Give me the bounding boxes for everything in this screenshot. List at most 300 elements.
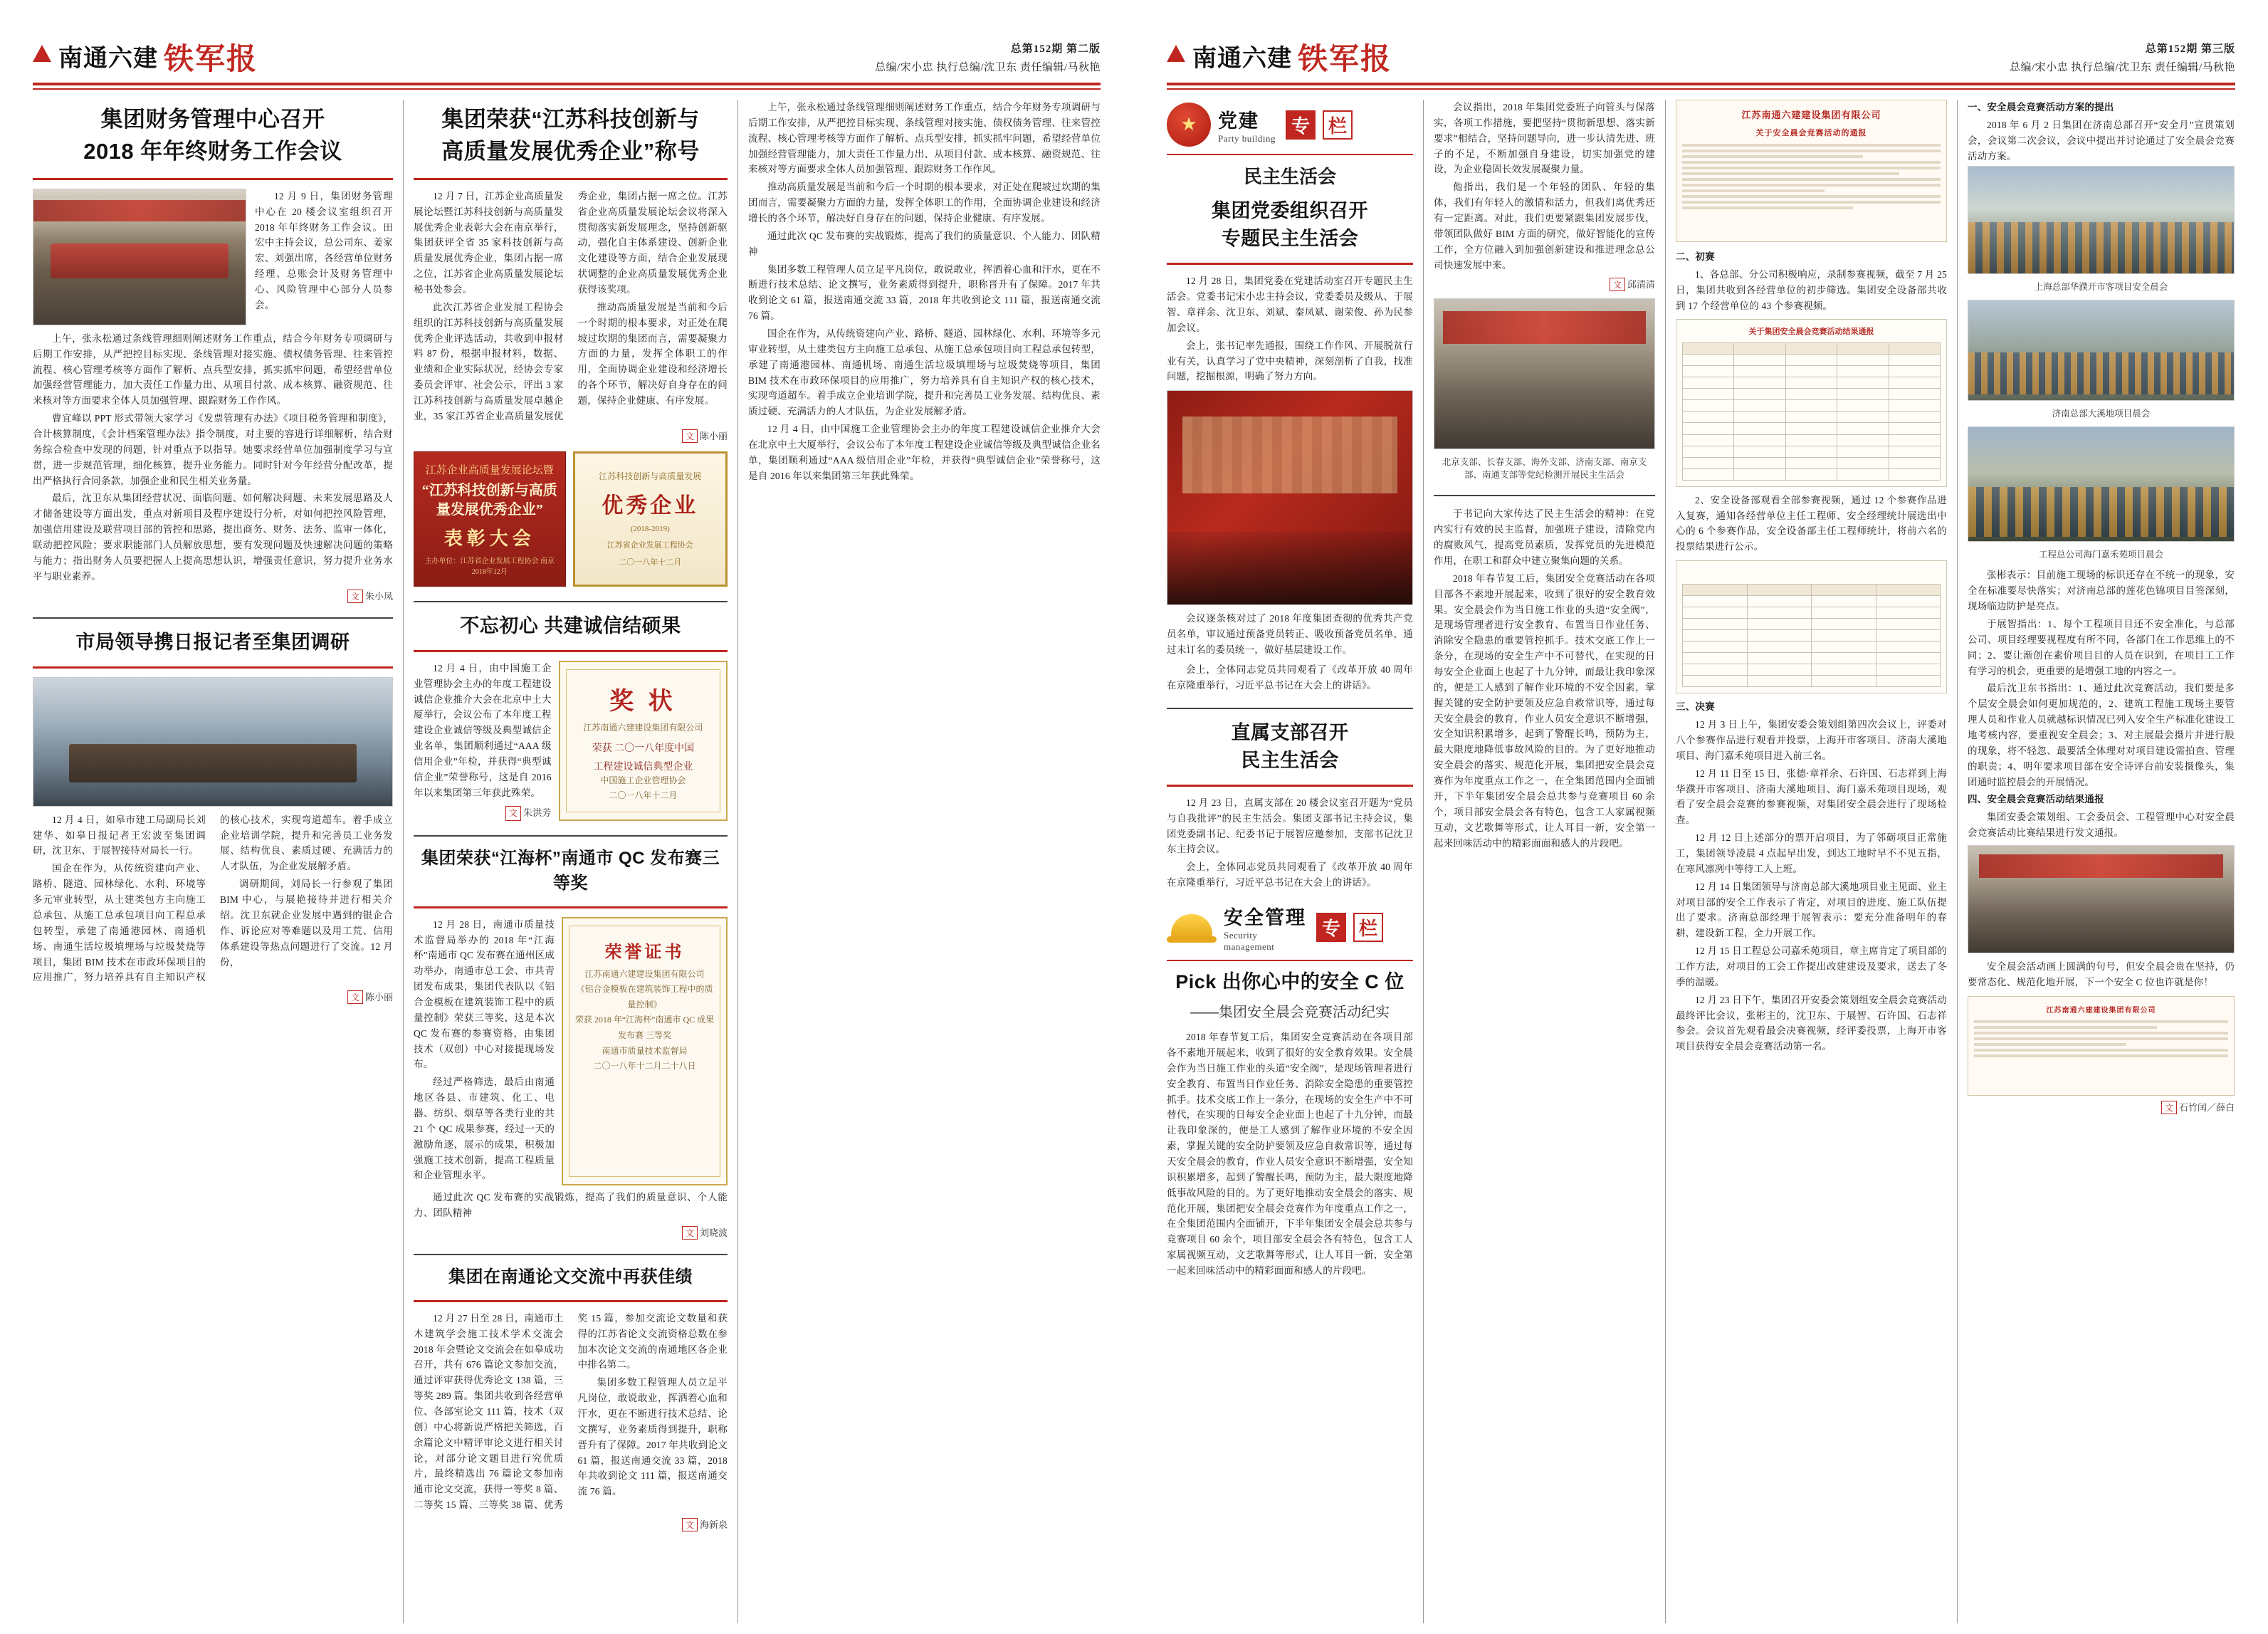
right-column-d [1957,100,2235,1623]
td [1812,664,1876,676]
r-colb-mid [1434,506,1655,851]
logo-company-name: 南通六建 [58,44,158,72]
honor-cert-line5: 二〇一八年十二月二十八日 [593,1061,696,1072]
article5-para-1: 经过严格筛选，最后由南通地区各县、市建筑、化工、电器、纺织、烟草等各类行业的共 21 个 QC 成果参赛，经过一天的激励角逐，展示的成果，积极加强施工技术创新，提高工程质量和企业管理水平。 [414,1077,555,1181]
article5-byline [414,1225,728,1240]
r-d-extra-1: 张彬表示：目前施工现场的标识还存在不统一的现象，安全在标准要尽快落实；对济南总部的莲花色锦项目目签深刻，现场临边防护是亮点。 [1968,570,2235,612]
table-row [1683,355,1941,366]
safety-lan-char: 栏 [1353,913,1383,942]
section4-p2: 12 月 11 日至 15 日，张德·章祥余、石许国、石志祥到上海华濮开市客项目、济南大溪地项目、海门嘉禾苑项目现场，观看了安全晨会竞赛的参赛视频，对集团安全晨会进行了现场检查。 [1676,768,1947,826]
table-row [1683,457,1941,468]
article4-body [414,661,552,821]
plaque-line2: 优秀企业 [602,494,699,518]
honor-cert-title: 荣誉证书 [604,943,685,962]
table-header-row [1683,343,1941,355]
td [1785,377,1837,389]
doc-line [1682,161,1941,164]
td [1837,457,1889,468]
r-article1-author: 邱清清 [1627,279,1655,290]
table-header-row [1683,584,1941,595]
logo-paper-name-right: 铁军报 [1298,43,1392,76]
td [1734,446,1785,457]
r-colc-3 [1676,699,1947,1054]
site-photo-2 [1968,300,2235,401]
article3-headline-l1: 集团荣获“江苏科技创新与 [441,107,700,132]
td [1812,595,1876,607]
th [1683,343,1734,355]
r-a1-p2: 会议逐条核对过了 2018 年度集团查彻的优秀共产党员名单，审议通过预备党员转正、吸收预备党员名单，通过未订名的委员统一，做好基层建设工作。 [1167,613,1413,656]
safety-column-en2: management [1224,941,1275,953]
td [1876,653,1941,664]
article1-para-0: 12 月 9 日，集团财务管理中心在 20 楼会议室组织召开 2018 年年终财务工作会议。田宏中主持会议，总公司东、姜家宏、刘强出席，各经营单位财务经理、总账会计及财务管理中心、风险管理中心部分人员参会。 [255,190,393,310]
party-wall-photo-image [1167,391,1412,604]
article5-para-2: 通过此次 QC 发布赛的实战锻炼，提高了我们的质量意识、个人能力、团队精神 [414,1192,728,1219]
td [1683,400,1734,412]
td [1837,355,1889,366]
party-column-rule [1167,154,1413,155]
td [1812,653,1876,664]
honor-cert-line4: 南通市质量技术监督局 [602,1045,688,1056]
td [1734,400,1785,412]
td [1683,595,1748,607]
article1-body [33,331,393,585]
td [1812,618,1876,629]
page-three [1134,0,2268,1634]
award-banner-line3: 表彰大会 [443,528,535,549]
table-row [1683,434,1941,446]
research-photo-image [33,678,392,806]
td [1889,400,1940,412]
table-row [1683,630,1941,641]
td [1683,423,1734,434]
r-a1-p1: 会上，张书记率先通报，围绕工作作风、开展脱贫行业有关，认真学习了党中央精神，深刻剖析了自我，找准问题，挖掘根源，明确了努力方向。 [1167,340,1413,382]
th [1747,584,1812,595]
r-b-p4: 2018 年春节复工后，集团安全竞赛活动在各项目部各不素地开展起来，收到了很好的安全教育效果。安全晨会作为当日施工作业的头道“安全阀”，是现场管理者进行安全教育、布置当日作业任务、消除安全隐患的重要管控抓手。技术交底工作上一条分，在现场的安全生产中不可替代，在实现的日每安全企业面上也起了十九分钟，而最让我印象深的，便是工人感到了解作业环境的不安全因素，掌握关键的安全防护要领及应急自救常识等，通过每天安全晨会的教育，作业人员安全意识不断增强，安全知识积累增多，起到了警醒长鸣，预防为主，最大限度地降低事故风险的目的。为了更好地推动安全晨会的落实、规范化开展，集团把安全晨会竞赛作为年度重点工作之一，在全集团范围内全面铺开，下半年集团安全晨会总共参与竞赛项目 60 余个，项目部安全晨会各有特色，包含工人家属视频互动，文艺歌舞等形式，让人耳目一新，安全第一起来回味活动中的精彩面面和感人的片段吧。 [1434,572,1655,849]
headline-rule-5 [414,906,728,908]
doc-line [1974,1049,2228,1052]
td [1683,664,1748,676]
article3-para-2: 推动高质量发展是当前和今后一个时期的根本要求，对正处在爬坡过坎期的集团而言，需要凝聚力方面的力量，发挥全体职工的作用，全面协调企业建设和经济增长的各个环节，解决好自身存在的问题，保持企业健康、有序发展。 [577,301,728,407]
article5-headline: 集团荣获“江海杯”南通市 QC 发布赛三等奖 [421,849,720,893]
td [1785,389,1837,400]
site-photo-3 [1968,426,2235,542]
table-row [1683,412,1941,423]
doc-line [1682,201,1941,204]
article2-author: 陈小丽 [364,992,393,1003]
td [1785,400,1837,412]
section4-p4: 12 月 14 日集团领导与济南总部大溪地项目业主见面、业主对项目部的安全工作表示了肯定，对项目的进度、施工队伍提出了要求。济南总部经理于展智表示：要充分准备明年的春耕，建设新工程，全力开展工作。 [1676,881,1947,939]
plaque-line5: 二〇一八年十二月 [619,558,682,567]
certificate-title: 奖 状 [609,688,677,715]
section-divider-2 [414,601,728,602]
site-photo-1-caption: 上海总部华濮开市客项目安全晨会 [2034,282,2168,293]
th [1812,584,1876,595]
td [1837,366,1889,377]
r-a2-p1-a: 会上，全体同志党员共同观看了《改革开放 40 周年在京隆重举行，习近平总书记在大会上的讲话》。 [1167,664,1413,691]
article6-author: 海新泉 [699,1519,728,1530]
th [1837,343,1889,355]
notice-doc-title: 江苏南通六建建设集团有限公司 [1741,110,1881,120]
td [1837,377,1889,389]
site-photo-2-caption: 济南总部大溪地项目晨会 [2052,409,2151,419]
td [1683,676,1748,687]
td [1876,664,1941,676]
section5-title: 四、安全晨会竞赛活动结果通报 [1968,794,2104,805]
table-row [1683,641,1941,653]
vote-table-title [1682,567,1941,580]
td [1747,676,1812,687]
safety-p0: 2018 年春节复工后，集团安全竞赛活动在各项目部各不素地开展起来，收到了很好的安全教育效果。安全晨会作为当日施工作业的头道“安全阀”，是现场管理者进行安全教育、布置当日作业任务、消除安全隐患的重要管控抓手。技术交底工作上一条分，在现场的安全生产中不可替代，在实现的日每安全企业面上也起了十九分钟，而最让我印象深的，便是工人感到了解作业环境的不安全因素，掌握关键的安全防护要领及应急自救常识等，通过每天安全晨会的教育，作业人员安全意识不断增强，安全知识积累增多，起到了警醒长鸣，预防为主，最大限度地降低事故风险的目的。为了更好地推动安全晨会的落实、规范化开展，集团把安全晨会竞赛作为年度重点工作之一，在全集团范围内全面铺开，下半年集团安全晨会总共参与竞赛项目 60 余个，项目部安全晨会各有特色，包含工人家属视频互动，文艺歌舞等形式，让人耳目一新，安全第一起来回味活动中的精彩面面和感人的片段吧。 [1167,1032,1413,1277]
meeting-photo-image [33,189,246,325]
r-article1-body-cont [1167,611,1413,658]
article3-para-0: 12 月 7 日，江苏企业高质量发展论坛暨江苏科技创新与高质量发展优秀企业表彰大会在南京举行，集团获评全省 35 家科技创新与高质量发展优秀企业，集团占据一席之位，江苏省企业高质量发展论坛秘书处参会。 [414,190,564,295]
article6-headline: 集团在南通论文交流中再获佳绩 [448,1267,693,1287]
r-a1-p0: 12 月 28 日，集团党委在党建活动室召开专题民主生活会。党委书记宋小忠主持会议，党委委员及级从、于展智、章祥余、沈卫东、刘斌、秦凤斌、谢荣俊、孙为民参加会议。 [1167,276,1413,333]
th [1889,343,1940,355]
table-row [1683,664,1941,676]
bottom-doc-title: 江苏南通六建建设集团有限公司 [2046,1006,2156,1015]
r-cold-text [1968,567,2235,841]
right-column-c [1665,100,1957,1623]
td [1734,457,1785,468]
td [1876,618,1941,629]
doc-line [1974,1054,2228,1057]
td [1683,653,1748,664]
td [1734,468,1785,480]
doc-line [1974,1026,2157,1029]
article2-para-1: 国企在作为，从传统资建向产业、路桥、隧道、园林绿化、水利、环境等多元审业转型，从土建类包方主向施工总承包、从施工总承包项目向工程总承包转型，承建了南通港园林、南通机场、南通生活垃圾填埋场与垃圾焚烧等项目，集团 BIM 技术在市政环保项目的应用推广，努力培养具有自主知识产权的核心技术，实现弯道超车。着手成立企业培训学院，提升和完善员工业务发展、结构优良、素质过硬、充满活力的人才队伍，为企业发展解矛盾。 [33,814,393,983]
td [1683,468,1734,480]
r-article1-headline [1167,197,1413,253]
td [1747,664,1812,676]
overflow-para-d: 集团多数工程管理人员立足平凡岗位，敢说敢业，挥洒着心血和汗水，更在不断进行技术总结、论文撰写，业务素质得到提升，职称晋升有了保障。2017 年共收到论文 61 篇，报送南通交流 33 篇，2018 年共收到论文 111 篇，报送南通交流 76 篇。 [748,263,1101,322]
td [1785,468,1837,480]
awards-photo-image [1968,846,2234,953]
photo-caption-1: 北京支部、长春支部、海外支部、济南支部、南京支部、南通支部等党纪检测开展民主生活会 [1442,457,1647,481]
r-b-p0: 会议指出，2018 年集团党委班子向管头与保落实，各项工作措施，要把坚持“贯彻新思想、落实新要求”相结合，坚持问题导向，进一步认清先进、班子的不足，不断加强自身建设，切实加强党的建设，为企业稳固长效发展凝聚力量。 [1434,102,1655,175]
overflow-para-c: 通过此次 QC 发布赛的实战锻炼，提高了我们的质量意识、个人能力、团队精神 [748,230,1101,257]
doc-line [1682,189,1825,192]
zhuan-char: 专 [1286,110,1316,140]
td [1734,412,1785,423]
doc-line [1682,206,1853,209]
editorial-credits-right: 总编/宋小忠 执行总编/沈卫东 责任编辑/马秋艳 [2009,61,2235,73]
newspaper-logo [33,34,258,77]
section-divider-4 [414,1254,728,1255]
article3-headline-l2: 高质量发展优秀企业”称号 [441,138,700,164]
section2-p1: 2018 年 6 月 2 日集团在济南总部召开“安全月”宣贯策划会，会议第二次会议，会议中提出并讨论通过了安全晨会竞赛活动方案。 [1968,119,2235,162]
article5-body [414,917,555,1186]
section2-block [1968,100,2235,164]
safety-subheadline: ——集团安全晨会竞赛活动纪实 [1190,1005,1390,1021]
td [1683,457,1734,468]
article1-headline [33,104,393,168]
article1-headline-l2: 2018 年年终财务工作会议 [83,138,342,164]
article1-para-2: 曹宜峰以 PPT 形式带领大家学习《发票管理有办法》《项目税务管理和制度》，合计核算制度，《会计档案管理办法》指令制度，对主要的容进行详细解析，结合财务综合检查中发现的问题，针对重点予以指导。她要求经营单位加强制度学习与宣贯，进一步规范管理，细化核算，提升业务能力。同时针对今年经营分配改革，提出严格执行合同条款，加强企业和民生相关业务量。 [33,413,393,486]
table-row [1683,423,1941,434]
td [1837,389,1889,400]
plaque-line3: (2018-2019) [630,525,670,534]
hardhat-icon [1167,911,1217,944]
article1-lead [255,189,393,315]
honor-cert-inner [569,926,720,1178]
article4-byline [414,805,552,821]
section-divider-3 [414,835,728,837]
awards-photo [1968,845,2235,953]
certificate-line1: 江苏南通六建建设集团有限公司 [583,722,703,733]
table-row [1683,377,1941,389]
closing-quote-text: 安全晨会活动画上圆满的句号，但安全晨会贵在坚持，仍要常态化、规范化地开展，下一个安全 C 位也许就是你！ [1968,961,2235,988]
honor-certificate [562,917,728,1186]
safety-column-rule [1167,960,1413,961]
doc-line [1682,167,1941,169]
r-signature-badge: 文 [1610,278,1625,291]
logo-paper-name: 铁军报 [164,43,258,76]
article6-byline [414,1517,728,1531]
r-article2-headline-l1: 直属支部召开 [1231,721,1349,743]
party-emblem-icon [1167,103,1211,147]
td [1785,355,1837,366]
article1-para-1: 上午，张永松通过条线管理细则阐述财务工作重点，结合今年财务专项调研与后期工作安排，从严把控目标实现、条线管理对接实施、债权债务管理、往来管控流程、核心管理考核等方面作了解析、点兵型安排，抓实抓牢问题，希望经营单位加强经营管理能力，加大责任工作量力出、从项目付款、成本核算、融资规范、往来核对等方面要求全体人员加强管理、跟踪财务工作作风。 [33,332,393,407]
r-article1-body [1167,273,1413,384]
r-d-extra-3: 最后沈卫东书指出：1、通过此次竞赛活动，我们要是多个层安全晨会如何更加规范的，2、建筑工程施工现场主要管理人员和作业人员就越标识情况已列入安全生产标准化建设工地考核内容，要重视安全晨会；3、对主展最会摄片并进行股的现象，将不轻忽、最要活全体理对对项目建设需拍查、管理的职责；4、明年要求项目部在安全诗评台前安装摄像头，集团通时监控晨会的开展情况。 [1968,683,2235,787]
doc-line [1682,155,1863,158]
award-plaque [573,451,728,587]
safety-column-cn: 安全管理 [1224,907,1306,929]
table-row [1683,400,1941,412]
signature-badge: 文 [347,590,363,603]
party-column-en: Party building [1218,132,1276,144]
honor-cert-line1: 江苏南通六建建设集团有限公司 [584,968,705,979]
article1-para-3: 最后，沈卫东从集团经营状况、面临问题、如何解决问题、未来发展思路及人才储备建设等方面出发，重点对新项目及程序建设行分析，对如何把控风险管理，加强信用建设及联营项目部的管控和思路，提出商务、财务、法务、监审一体化，联动把控风险；要求职能部门人员解放思想，要有发现问题及快速解决问题的策略与能力；指出财务人员要把握人上提高思想认识，增强责任意识，努力提升业务水平与职业素养。 [33,493,393,582]
td [1683,630,1748,641]
td [1876,607,1941,618]
section-divider-1 [33,617,393,619]
left-column-1 [33,100,403,1623]
safety-column-header [1167,902,1413,953]
td [1734,377,1785,389]
td [1876,630,1941,641]
td [1683,355,1734,366]
certificate-award [559,661,728,821]
hammer-sickle-icon: ★ [1180,114,1197,135]
th [1683,584,1748,595]
right-column-a [1167,100,1423,1623]
article5-author: 刘晓波 [699,1227,728,1238]
section3-p1: 1、各总部、分公司积极响应，录制参赛视频，截至 7 月 25 日，集团共收到各经营单位的初步筛选。集团安全设备部共收到 17 个经营单位的 43 个参赛视频。 [1676,268,1947,311]
plaque-line4: 江苏省企业发展工程协会 [607,541,693,550]
site-photo-3-caption: 工程总公司海门嘉禾苑项目晨会 [2038,550,2163,560]
section2-title: 一、安全晨会竞赛活动方案的提出 [1968,102,2114,112]
article1-author: 朱小凤 [364,590,393,602]
td [1876,641,1941,653]
td [1683,618,1748,629]
honor-cert-line3: 荣获 2018 年“江海杯”南通市 QC 成果发布赛 三等奖 [574,1015,715,1041]
td [1889,457,1940,468]
safety-column-en1: Security [1224,930,1258,941]
td [1876,595,1941,607]
td [1889,446,1940,457]
article1-byline [33,589,393,603]
td [1785,446,1837,457]
article3-headline [414,104,728,168]
td [1747,641,1812,653]
article4-headline: 不忘初心 共建诚信结硕果 [460,614,681,637]
headline-rule-4 [414,650,728,652]
table-row [1683,595,1941,607]
td [1889,377,1940,389]
th [1785,343,1837,355]
td [1683,412,1734,423]
td [1734,355,1785,366]
bottom-doc-preview [1968,996,2235,1096]
honor-cert-line2: 《铝合金模板在建筑装饰工程中的质量控制》 [576,984,713,1010]
table-row [1683,607,1941,618]
results-table-preview [1676,319,1947,486]
party-column-cn: 党建 [1218,110,1259,132]
td [1889,412,1940,423]
td [1785,412,1837,423]
doc-line [1682,195,1941,198]
section4-p1: 12 月 3 日上午，集团安委会策划组第四次会议上，评委对八个参赛作品进行观看并投票，上海开市客项目、济南大溪地项目、海门嘉禾苑项目进入前三名。 [1676,719,1947,761]
notice-document-preview [1676,100,1947,242]
signature-badge-6: 文 [682,1518,698,1531]
section4-p5: 12 月 15 日工程总公司嘉禾苑项目，章主席肯定了项目部的工作方法，对项目的工会工作提出改建建设及要求，送去了冬季的温暖。 [1676,946,1947,988]
plaque-line1: 江苏科技创新与高质量发展 [599,471,702,482]
party-column-header [1167,103,1413,147]
right-column-b [1423,100,1665,1623]
r-colb-top [1434,100,1655,273]
td [1889,434,1940,446]
masthead-info-right [2010,41,2235,77]
r-section-divider-1 [1167,708,1413,709]
masthead-left [33,34,1101,85]
r-d-extra-2: 于展智指出：1、每个工程项目目还不安全准化，与总部公司、项目经理要视程度有所不同，各部门在工作思维上的不同；2、要让渐创在素价项目目的人员在识到，在项目工工作有学习的机会，更重要的是增强工地的内容之一。 [1968,619,2235,676]
td [1812,607,1876,618]
td [1683,446,1734,457]
safety-signature-badge: 文 [2161,1101,2177,1114]
td [1812,630,1876,641]
doc-line [1974,1037,2228,1040]
safety-author: 石竹闰／薛白 [2178,1101,2235,1113]
article6-para-0: 12 月 27 日至 28 日，南通市土木建筑学会施工技术学术交流会 2018 年会暨论文交流会在如皋成功召开，共有 676 篇论文参加交流，通过评审获得优秀论文 138 篇，三等奖 289 篇。集团共收到各经营单位、各部室论文 111 篇，技术（双创）中心将新说严格把关筛选，百余篇论文中精评审论文进行相关讨论，对部分论文题目进行究优质片，最终精选出 76 篇论文参加南通市论文交流，获得一等奖 8 篇、二等奖 15 篇、三等奖 38 篇、优秀奖 15 篇，参加交流论文数量和获得的江苏省论文交流资格总数在参加本次论文交流的南通地区各企业中排名第二。 [414,1312,728,1511]
headline-rule [33,178,393,180]
editorial-credits: 总编/宋小忠 执行总编/沈卫东 责任编辑/马秋艳 [874,61,1101,73]
r-headline-rule-2 [1167,785,1413,787]
logo-company-name-right: 南通六建 [1192,44,1292,72]
award-banner [414,451,566,587]
party-activity-photo [1167,390,1413,605]
site-photo-3-image [1968,427,2234,541]
masthead-right [1167,34,2235,85]
section4-p6: 12 月 23 日下午，集团召开安委会策划组安全晨会竞赛活动最终评比会议，张彬主的，沈卫东、于展智、石许国、石志祥参会。会议首先观看最会决赛视频，经评委投票，上海开市客项目获得安全晨会竞赛活动第一名。 [1676,994,1947,1052]
article4-author: 朱洪芳 [523,807,552,818]
table-row [1683,676,1941,687]
masthead-rule [33,88,1101,90]
td [1785,366,1837,377]
results-table [1682,342,1941,481]
certificate-inner [566,669,720,812]
table-row [1683,653,1941,664]
conference-photo-image [1434,299,1654,449]
r-article1-headline-l2: 专题民主生活会 [1221,228,1359,250]
newspaper-logo-right [1167,34,1392,77]
article3-para-1: 此次江苏省企业发展工程协会组织的江苏科技创新与高质量发展优秀企业评选活动，共收到申报材料 87 份，根据申报材料，数据、业绩和企业实际状况，经协会专家委员会评审、社会公示，评出 3 家江苏科技创新与高质量发展卓越企业，35 家江苏省企业高质量发展优秀企业，集团占据一席之位。江苏省企业高质量发展论坛会议将深入贯彻落实新发展理念，坚持创新驱动，强化自主体系建设、创新企业文化建设等方面，结合企业发展现状调整的企业高质量发展优秀企业获得该奖项。 [414,190,728,421]
td [1837,434,1889,446]
td [1889,355,1940,366]
signature-badge-4: 文 [505,806,521,821]
r-b-p3: 于书记向大家传达了民主生活会的精神：在党内实行有效的民主监督，加强班子建设，清除党内的腐败风气，提高党员素质，发挥党员的先进模范作用，在职工和群众中建立聚集向题的关系。 [1434,508,1655,567]
td [1889,389,1940,400]
headline-rule-6 [414,1300,728,1302]
article3-author: 陈小丽 [699,430,728,441]
article5-body-cont [414,1190,728,1221]
award-banner-line1: 江苏企业高质量发展论坛暨 [425,464,554,476]
certificate-line4: 中国施工企业管理协会 [600,775,686,785]
r-article1-tail [1167,662,1413,693]
r-b-p1: 他指出，我们是一个年轻的团队、年轻的集体，我们有年轻人的激情和活力，但我们离优秀还有一定距离。对此，我们更要紧跟集团发展步伐，带领团队做好 BIM 方面的研究，做好智能化的宣传工作，全方位融入到加强创新建设和推进理念总公司快速发展中来。 [1434,182,1655,271]
td [1734,434,1785,446]
signature-badge-3: 文 [682,429,698,443]
award-banner-line2: “江苏科技创新与高质量发展优秀企业” [421,482,557,518]
td [1683,377,1734,389]
td [1837,412,1889,423]
td [1734,389,1785,400]
overflow-para-b: 推动高质量发展是当前和今后一个时期的根本要求，对正处在爬坡过坎期的集团而言，需要凝聚力方面的力量，发挥全体职工的作用，全面协调企业建设和经济增长的各个环节，解决好自身存在的问题，保持企业健康、有序发展。 [748,182,1101,224]
headline-rule-2 [33,666,393,669]
section4-title: 三、决赛 [1676,701,1715,713]
td [1683,607,1748,618]
doc-line [1682,178,1941,181]
certificate-line3: 工程建设诚信典型企业 [593,761,693,773]
overflow-para-e: 国企在作为，从传统资建向产业、路桥、隧道、园林绿化、水利、环境等多元审业转型，从土建类包方主向施工总承包、从施工总承包项目向工程总承包转型，承建了南通港园林、南通机场、南通生活垃圾填埋场与垃圾焚烧等项目，集团 BIM 技术在市政环保项目的应用推广，努力培养具有自主知识产权的核心技术，实现弯道超车。着手成立企业培训学院，提升和完善员工业务发展、结构优良、素质过硬、充满活力的人才队伍，为企业发展解矛盾。 [748,328,1101,417]
table-row [1683,618,1941,629]
site-photo-1 [1968,166,2235,274]
r-colc-2 [1676,493,1947,555]
doc-line [1974,1043,2126,1046]
award-banner-line4: 主办单位：江苏省企业发展工程协会 南京 2018年12月 [424,557,555,576]
r-headline-rule-1 [1167,263,1413,265]
left-column-2 [403,100,737,1623]
meeting-photo-2 [1434,298,1655,449]
td [1889,423,1940,434]
article2-byline [33,990,393,1004]
td [1747,607,1812,618]
triangle-icon-right [1167,45,1185,62]
td [1683,641,1748,653]
left-col3-overflow [748,100,1101,484]
headline-rule-3 [414,178,728,180]
th [1734,343,1785,355]
td [1837,423,1889,434]
td [1747,630,1812,641]
td [1683,389,1734,400]
td [1889,366,1940,377]
doc-line [1682,184,1941,187]
th [1876,584,1941,595]
article2-body [33,812,393,985]
td [1785,423,1837,434]
td [1734,423,1785,434]
r-a2-p1: 会上，全体同志党员共同观看了《改革开放 40 周年在京隆重举行，习近平总书记在大会上的讲话》。 [1167,861,1413,889]
article5-para-0: 12 月 28 日，南通市质量技术监督局举办的 2018 年“江海杯”南通市 QC 发布赛在通州区成功举办，南通市总工会、市共青团发布成果，集团代表队以《铝合金模板在建筑装饰工程中的质量控制》荣获三等奖，这是本次 QC 发布赛的参赛资格，由集团技术（双创）中心对接提现场发布。 [414,918,555,1070]
td [1747,653,1812,664]
article3-byline [414,429,728,443]
article2-para-0: 12 月 4 日，如皋市建工局副局长刘建华、如皋日报记者王宏波至集团调研，沈卫东、于展智接待对局长一行。 [33,814,206,857]
r-colc-1 [1676,249,1947,313]
safety-byline [1968,1100,2235,1114]
signature-badge-2: 文 [347,990,363,1004]
